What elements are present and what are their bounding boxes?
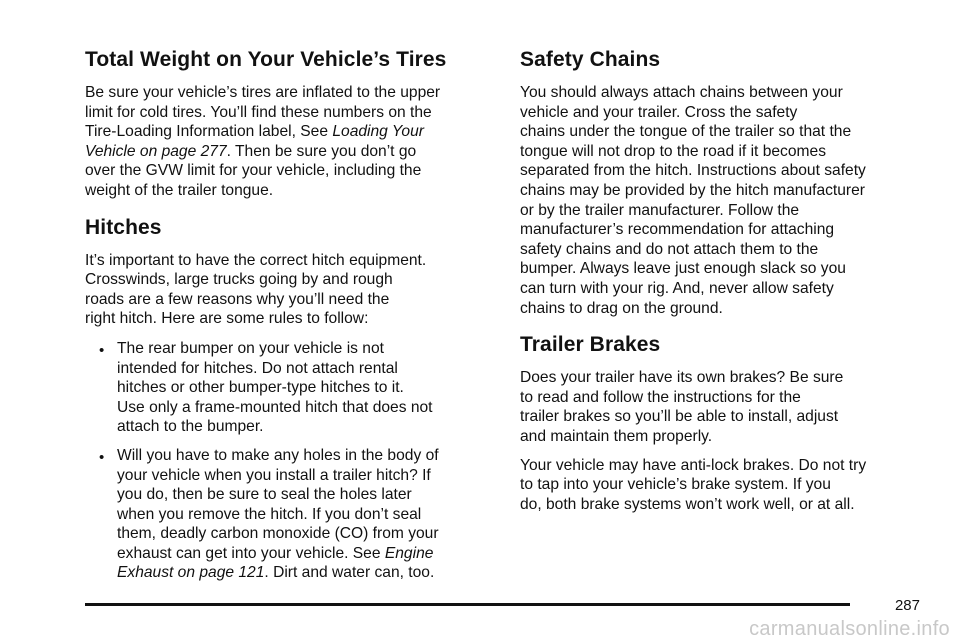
paragraph-total-weight <box>85 83 490 201</box>
text-line: manufacturer’s recommendation for attaching <box>520 221 835 239</box>
text-line: Exhaust on page 121. Dirt and water can, too. <box>117 564 435 582</box>
cross-reference: Loading Your <box>332 123 424 141</box>
text-line: Tire-Loading Information label, See Loading Your <box>85 123 424 141</box>
text-line: It’s important to have the correct hitch equipment. <box>85 251 427 269</box>
text-line: over the GVW limit for your vehicle, including the <box>85 162 422 180</box>
text-line: bumper. Always leave just enough slack so you <box>520 260 846 278</box>
paragraph-trailer-brakes-1 <box>520 368 930 446</box>
heading-trailer-brakes: Trailer Brakes <box>520 333 661 357</box>
cross-reference: Exhaust on page 121 <box>117 564 265 582</box>
bullet-text <box>117 339 490 437</box>
list-item <box>85 339 490 437</box>
text-line: or by the trailer manufacturer. Follow the <box>520 201 800 219</box>
text-line: The rear bumper on your vehicle is not <box>117 339 384 357</box>
left-column <box>85 44 490 583</box>
watermark: carmanualsonline.info <box>749 618 950 640</box>
text-line: Your vehicle may have anti-lock brakes. Do not try <box>520 456 867 474</box>
text-line: safety chains and do not attach them to the <box>520 240 819 258</box>
text-line: Will you have to make any holes in the body of <box>117 446 439 464</box>
text-line: can turn with your rig. And, never allow safety <box>520 279 834 297</box>
text-line: Crosswinds, large trucks going by and rough <box>85 271 393 289</box>
text-line: Does your trailer have its own brakes? Be sure <box>520 369 844 387</box>
text-line: and maintain them properly. <box>520 427 713 445</box>
text-line: when you remove the hitch. If you don’t seal <box>117 505 422 523</box>
paragraph-safety-chains <box>520 83 930 318</box>
text-line: right hitch. Here are some rules to follow: <box>85 310 369 328</box>
heading-total-weight: Total Weight on Your Vehicle’s Tires <box>85 48 447 71</box>
text-line: Vehicle on page 277. Then be sure you don’t go <box>85 142 417 160</box>
text-line: separated from the hitch. Instructions about safety <box>520 162 866 180</box>
text-line: weight of the trailer tongue. <box>85 181 274 199</box>
text-line: them, deadly carbon monoxide (CO) from your <box>117 525 439 543</box>
cross-reference: Vehicle on page 277 <box>85 142 227 160</box>
text-line: chains under the tongue of the trailer so that the <box>520 123 852 141</box>
text-line: intended for hitches. Do not attach rental <box>117 359 398 377</box>
text-line: Be sure your vehicle’s tires are inflated to the upper <box>85 84 441 101</box>
text-line: tongue will not drop to the road if it becomes <box>520 142 826 160</box>
text-line: exhaust can get into your vehicle. See Engine <box>117 544 434 562</box>
heading-hitches: Hitches <box>85 215 162 239</box>
paragraph-hitches <box>85 251 490 329</box>
page-number: 287 <box>894 597 920 614</box>
bullet-icon: • <box>99 448 105 466</box>
text-line: Use only a frame-mounted hitch that does not <box>117 398 433 416</box>
text-line: vehicle and your trailer. Cross the safety <box>520 103 798 121</box>
text-line: You should always attach chains between your <box>520 84 843 101</box>
hitch-rules-list <box>85 339 490 583</box>
text-line: attach to the bumper. <box>117 418 264 436</box>
bullet-text <box>117 446 490 583</box>
text-line: your vehicle when you install a trailer hitch? If <box>117 466 431 484</box>
bullet-icon: • <box>99 341 105 359</box>
text-line: do, both brake systems won’t work well, or at all. <box>520 495 855 513</box>
text-line: roads are a few reasons why you’ll need the <box>85 290 390 308</box>
text-line: chains to drag on the ground. <box>520 299 723 317</box>
text-line: chains may be provided by the hitch manufacturer <box>520 181 865 199</box>
cross-reference: Engine <box>384 544 434 562</box>
text-line: to tap into your vehicle’s brake system. If you <box>520 476 831 494</box>
text-line: to read and follow the instructions for the <box>520 388 801 406</box>
footer-rule <box>85 603 850 606</box>
text-line: hitches or other bumper-type hitches to it. <box>117 379 404 397</box>
right-column <box>520 44 930 514</box>
paragraph-trailer-brakes-2 <box>520 456 930 515</box>
text-line: you do, then be sure to seal the holes later <box>117 486 412 504</box>
heading-safety-chains: Safety Chains <box>520 48 661 71</box>
text-line: limit for cold tires. You’ll find these numbers on the <box>85 103 432 121</box>
text-line: trailer brakes so you’ll be able to install, adjust <box>520 408 839 426</box>
list-item <box>85 446 490 583</box>
